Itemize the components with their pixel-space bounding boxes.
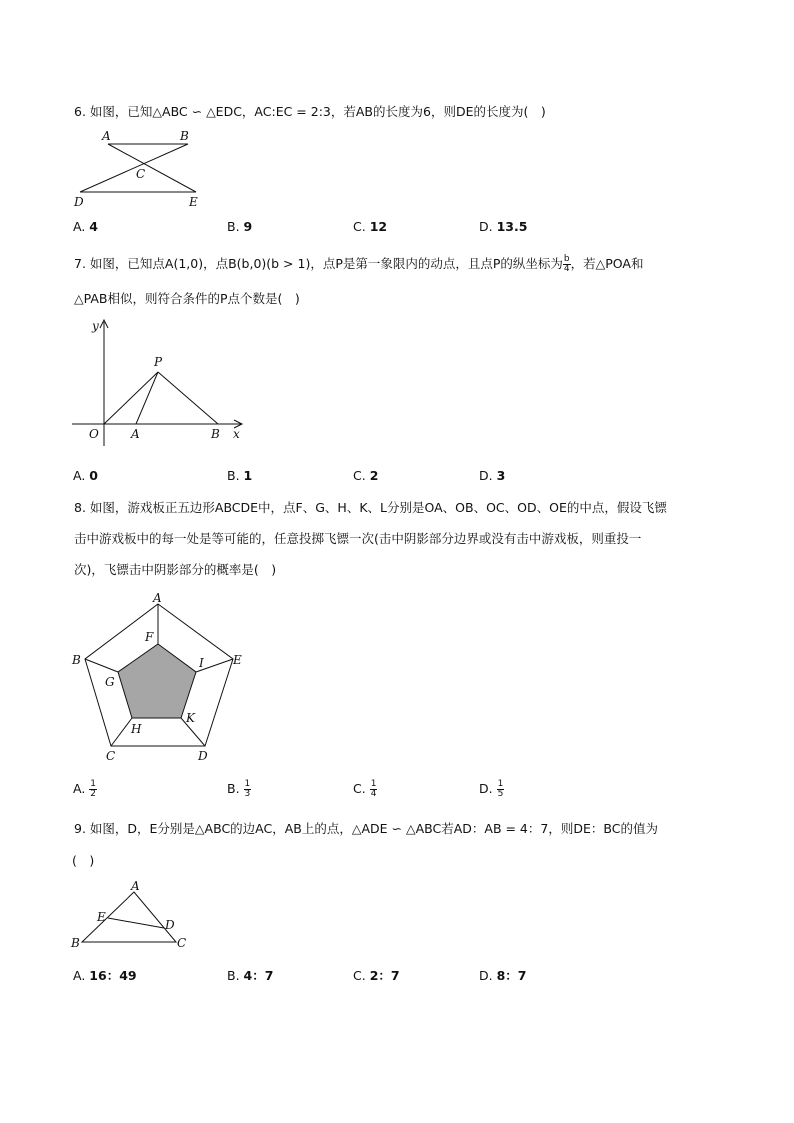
label-B: B: [71, 936, 80, 950]
q6-option-b[interactable]: B. 9: [227, 219, 253, 234]
label-C: C: [136, 167, 146, 181]
q7-option-d[interactable]: D. 3: [479, 468, 506, 483]
label-E: E: [97, 910, 106, 924]
label-B: B: [72, 653, 81, 667]
figure-q9: [68, 880, 198, 954]
q9-option-b[interactable]: B. 4：7: [227, 968, 274, 983]
label-G: G: [105, 675, 115, 689]
label-A: A: [153, 591, 162, 605]
label-O: O: [89, 427, 99, 441]
figure-q8: [68, 590, 258, 770]
question-8-line2: 击中游戏板中的每一处是等可能的，任意投掷飞镖一次(击中阴影部分边界或没有击中游戏板，则重投一: [74, 531, 642, 546]
label-y: y: [92, 319, 99, 333]
label-x: x: [233, 427, 240, 441]
q6-option-c[interactable]: C. 12: [353, 219, 388, 234]
q8-option-c[interactable]: C. $\frac{1}{4}$: [353, 779, 377, 799]
q8-option-a[interactable]: A. $\frac{1}{2}$: [73, 779, 97, 799]
q7-option-c[interactable]: C. 2: [353, 468, 379, 483]
label-B: B: [211, 427, 220, 441]
q8-option-d[interactable]: D. $\frac{1}{5}$: [479, 779, 504, 799]
q9-option-d[interactable]: D. 8：7: [479, 968, 527, 983]
label-D: D: [74, 195, 84, 209]
q6-option-d[interactable]: D. 13.5: [479, 219, 528, 234]
question-9-line1: 9. 如图，D，E分别是△ABC的边AC，AB上的点，△ADE ∽ △ABC若AD：AB = 4：7，则DE：BC的值为: [74, 821, 658, 836]
label-C: C: [177, 936, 187, 950]
q9-option-c[interactable]: C. 2：7: [353, 968, 400, 983]
label-I: I: [199, 656, 204, 670]
figure-q7: [70, 316, 250, 456]
label-D: D: [165, 918, 175, 932]
question-7-line2: △PAB相似，则符合条件的P点个数是( ): [74, 291, 300, 306]
label-H: H: [131, 722, 142, 736]
label-A: A: [131, 879, 140, 893]
label-A: A: [131, 427, 140, 441]
q7-option-b[interactable]: B. 1: [227, 468, 253, 483]
label-D: D: [198, 749, 208, 763]
q7-option-a[interactable]: A. 0: [73, 468, 98, 483]
label-E: E: [233, 653, 242, 667]
question-8-line1: 8. 如图，游戏板正五边形ABCDE中，点F、G、H、K、L分别是OA、OB、OC、OD、OE的中点，假设飞镖: [74, 500, 667, 515]
label-C: C: [106, 749, 116, 763]
label-E: E: [189, 195, 198, 209]
fraction-b-over-4: $\frac{b}{4}$: [563, 254, 570, 274]
question-9-line2: ( ): [72, 853, 95, 868]
question-7-line1: 7. 如图，已知点A(1,0)，点B(b,0)(b > 1)，点P是第一象限内的动点，且点P的纵坐标为 $\frac{b}{4}$ ，若△POA和: [74, 254, 644, 274]
q6-option-a[interactable]: A. 4: [73, 219, 98, 234]
label-F: F: [145, 630, 154, 644]
question-8-line3: 次)，飞镖击中阴影部分的概率是( ): [74, 562, 277, 577]
label-K: K: [186, 711, 195, 725]
figure-q6: [70, 128, 210, 210]
label-A: A: [102, 129, 111, 143]
q8-option-b[interactable]: B. $\frac{1}{3}$: [227, 779, 251, 799]
label-P: P: [154, 355, 163, 369]
label-B: B: [180, 129, 189, 143]
q9-option-a[interactable]: A. 16：49: [73, 968, 137, 983]
question-6-text: 6. 如图，已知△ABC ∽ △EDC，AC:EC = 2:3，若AB的长度为6，则DE的长度为( ): [74, 104, 546, 119]
